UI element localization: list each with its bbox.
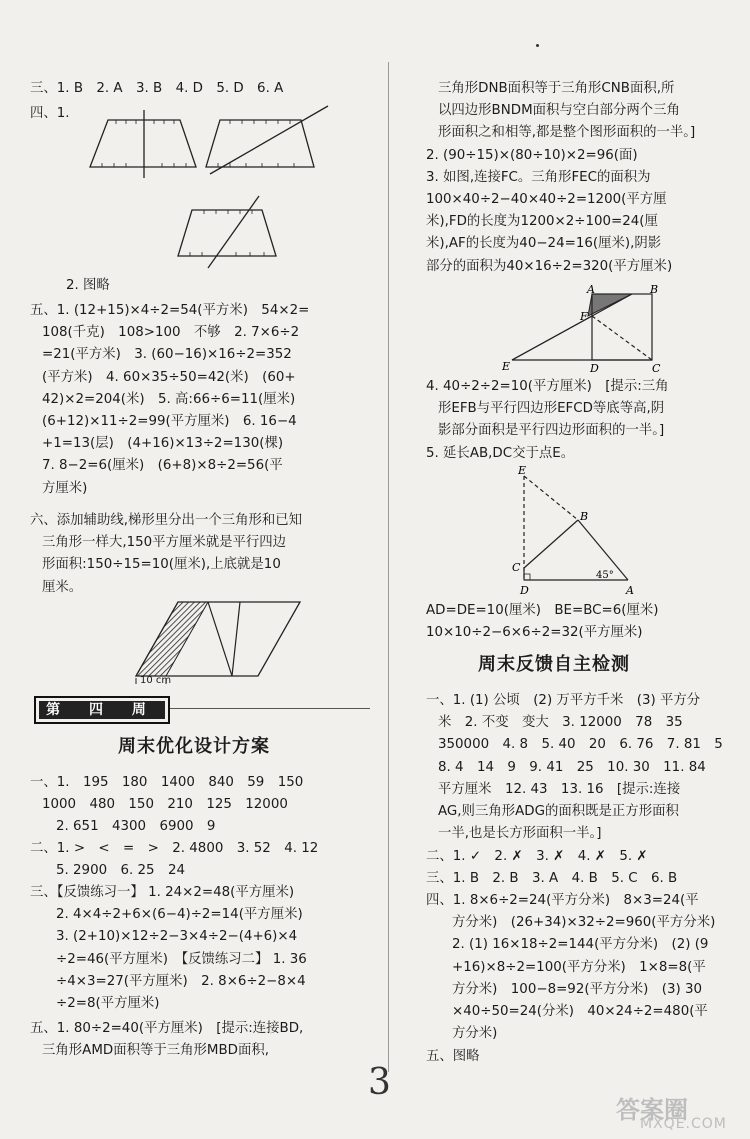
text-line: 10×10÷2−6×6÷2=32(平方厘米) [426, 625, 643, 641]
text-line: 影部分面积是平行四边形面积的一半。] [438, 423, 665, 439]
label-b: B [580, 510, 589, 523]
watermark-logo: 答案圈 [616, 1096, 688, 1124]
text-line: ÷2=8(平方厘米) [56, 995, 160, 1011]
text-line: 三角形AMD面积等于三角形MBD面积, [42, 1043, 270, 1059]
text-line: 108(千克) 108>100 不够 2. 7×6÷2 [42, 325, 300, 341]
text-line: AD=DE=10(厘米) BE=BC=6(厘米) [426, 603, 659, 618]
text-line: 350000 4. 8 5. 40 20 6. 76 7. 81 5 [438, 737, 723, 753]
label-d: D [590, 362, 599, 375]
text-line: 100×40÷2−40×40÷2=1200(平方厘 [426, 191, 667, 207]
trapezoid-figures [96, 112, 376, 272]
text-line: 5. 2900 6. 25 24 [56, 863, 186, 879]
text-line: 42)×2=204(米) 5. 高:66÷6=11(厘米) [42, 391, 296, 407]
text-line: 方分米) (26+34)×32÷2=960(平方分米) [452, 915, 716, 931]
figure-problem-5 [510, 464, 640, 598]
answer-section-3: 三、1. B 2. A 3. B 4. D 5. D 6. A [30, 81, 284, 96]
answer-section-5 [30, 300, 309, 500]
text-line: 二、1. > < = > 2. 4800 3. 52 4. 12 [30, 841, 319, 856]
text-line: ÷2=46(平方厘米) 【反馈练习二】 1. 36 [56, 951, 307, 967]
text-line: 3. (2+10)×12÷2−3×4÷2−(4+6)×4 [56, 929, 298, 945]
section-title-weekend-plan: 周末优化设计方案 [118, 736, 270, 757]
text-line: 一、1. 195 180 1400 840 59 150 [30, 775, 304, 790]
feedback-section-2: 二、1. ✓ 2. ✗ 3. ✗ 4. ✗ 5. ✗ [426, 849, 648, 864]
trapezoid-3 [178, 210, 276, 256]
text-line: 7. 8−2=6(厘米) (6+8)×8÷2=56(平 [42, 458, 283, 474]
text-line: 三角形DNB面积等于三角形CNB面积,所 [438, 81, 675, 96]
label-e: E [518, 464, 527, 477]
text-line: 米 2. 不变 变大 3. 12000 78 35 [438, 715, 683, 731]
text-line: 六、添加辅助线,梯形里分出一个三角形和已知 [30, 513, 303, 528]
text-line: 五、1. (12+15)×4÷2=54(平方米) 54×2= [30, 303, 310, 318]
trapezoid-2-cut [210, 106, 328, 174]
trapezoid-1 [90, 120, 196, 167]
page-number: 3 [368, 1062, 391, 1103]
text-line: 以四边形BNDM面积与空白部分两个三角 [438, 103, 680, 119]
label-a: A [587, 283, 595, 296]
text-line: 五、1. 80÷2=40(平方厘米) [提示:连接BD, [30, 1021, 304, 1036]
label-c: C [512, 561, 521, 574]
text-line: 形面积:150÷15=10(厘米),上底就是10 [42, 557, 281, 573]
trapezoid-2 [206, 120, 314, 167]
text-line: 5. 延长AB,DC交于点E。 [426, 445, 575, 461]
text-line: 三、【反馈练习一】 1. 24×2=48(平方厘米) [30, 885, 295, 900]
text-line: 方分米) 100−8=92(平方分米) (3) 30 [452, 981, 703, 997]
week-label-box [34, 696, 170, 724]
text-line: (6+12)×11÷2=99(平方厘米) 6. 16−4 [42, 413, 297, 429]
answer-4-2: 2. 图略 [66, 278, 110, 293]
text-line: 米),AF的长度为40−24=16(厘米),阴影 [426, 236, 662, 252]
answer-section-3b [30, 882, 307, 1015]
label-f: F [580, 310, 588, 323]
label-d: D [520, 584, 529, 597]
week-rule [170, 708, 370, 709]
feedback-section-1 [426, 690, 723, 845]
answer-section-4-head: 四、1. [30, 106, 70, 121]
answer-continued [426, 78, 695, 278]
section-title-weekend-feedback: 周末反馈自主检测 [478, 654, 630, 675]
label-a: A [626, 584, 634, 597]
feedback-section-5: 五、图略 [426, 1049, 480, 1064]
text-line: +1=13(层) (4+16)×13÷2=130(棵) [42, 436, 284, 452]
label-b: B [650, 283, 659, 296]
text-line: +16)×8÷2=100(平方分米) 1×8=8(平 [452, 959, 706, 975]
feedback-section-4 [426, 890, 715, 1045]
text-line: 方厘米) [42, 480, 88, 496]
print-dot [536, 44, 539, 47]
answer-section-1b [30, 772, 303, 839]
text-line: 四、1. 8×6÷2=24(平方分米) 8×3=24(平 [426, 893, 699, 908]
text-line: 一、1. (1) 公顷 (2) 万平方千米 (3) 平方分 [426, 693, 701, 708]
text-line: 方分米) [452, 1026, 498, 1042]
text-line: ÷4×3=27(平方厘米) 2. 8×6÷2−8×4 [56, 973, 306, 989]
answer-section-5b [30, 1018, 303, 1062]
label-c: C [652, 362, 661, 375]
text-line: 三角形一样大,150平方厘米就是平行四边 [42, 535, 287, 551]
answer-5-result [426, 600, 658, 644]
feedback-section-3: 三、1. B 2. B 3. A 4. B 5. C 6. B [426, 871, 678, 886]
text-line: 平方厘米 12. 43 13. 16 [提示:连接 [438, 781, 681, 797]
text-line: (平方米) 4. 60×35÷50=42(米) (60+ [42, 369, 296, 385]
week-label: 第 四 周 [39, 701, 165, 719]
figure-label-10cm: 10 cm [140, 675, 172, 686]
text-line: AG,则三角形ADG的面积既是正方形面积 [438, 803, 679, 819]
text-line: ×40÷50=24(分米) 40×24÷2=480(平 [452, 1003, 708, 1019]
text-line: 米),FD的长度为1200×2÷100=24(厘 [426, 214, 658, 230]
answer-section-6 [30, 510, 302, 599]
text-line: 2. (90÷15)×(80÷10)×2=96(面) [426, 147, 638, 163]
text-line: 形面积之和相等,都是整个图形面积的一半。] [438, 125, 696, 141]
figure-problem-3 [498, 283, 698, 375]
answer-4-5 [426, 376, 669, 465]
answer-section-2b [30, 838, 318, 882]
text-line: 2. 4×4÷2+6×(6−4)÷2=14(平方厘米) [56, 907, 303, 923]
text-line: 8. 4 14 9 9. 41 25 10. 30 11. 84 [438, 759, 706, 775]
label-e: E [502, 360, 511, 373]
text-line: 4. 40÷2÷2=10(平方厘米) [提示:三角 [426, 379, 669, 394]
text-line: 3. 如图,连接FC。三角形FEC的面积为 [426, 169, 651, 185]
text-line: 2. (1) 16×18÷2=144(平方分米) (2) (9 [452, 937, 709, 953]
trapezoid-3-cut [208, 196, 259, 268]
column-divider [388, 62, 389, 1072]
label-45-degrees: 45° [596, 570, 614, 581]
text-line: 厘米。 [42, 579, 83, 595]
text-line: 形EFB与平行四边形EFCD等底等高,阴 [438, 401, 665, 417]
watermark-url: MXQE.COM [640, 1116, 727, 1132]
text-line: 部分的面积为40×16÷2=320(平方厘米) [426, 258, 673, 274]
text-line: 2. 651 4300 6900 9 [56, 819, 216, 835]
text-line: 1000 480 150 210 125 12000 [42, 797, 288, 813]
text-line: 一半,也是长方形面积一半。] [438, 826, 602, 842]
text-line: =21(平方米) 3. (60−16)×16÷2=352 [42, 347, 292, 363]
